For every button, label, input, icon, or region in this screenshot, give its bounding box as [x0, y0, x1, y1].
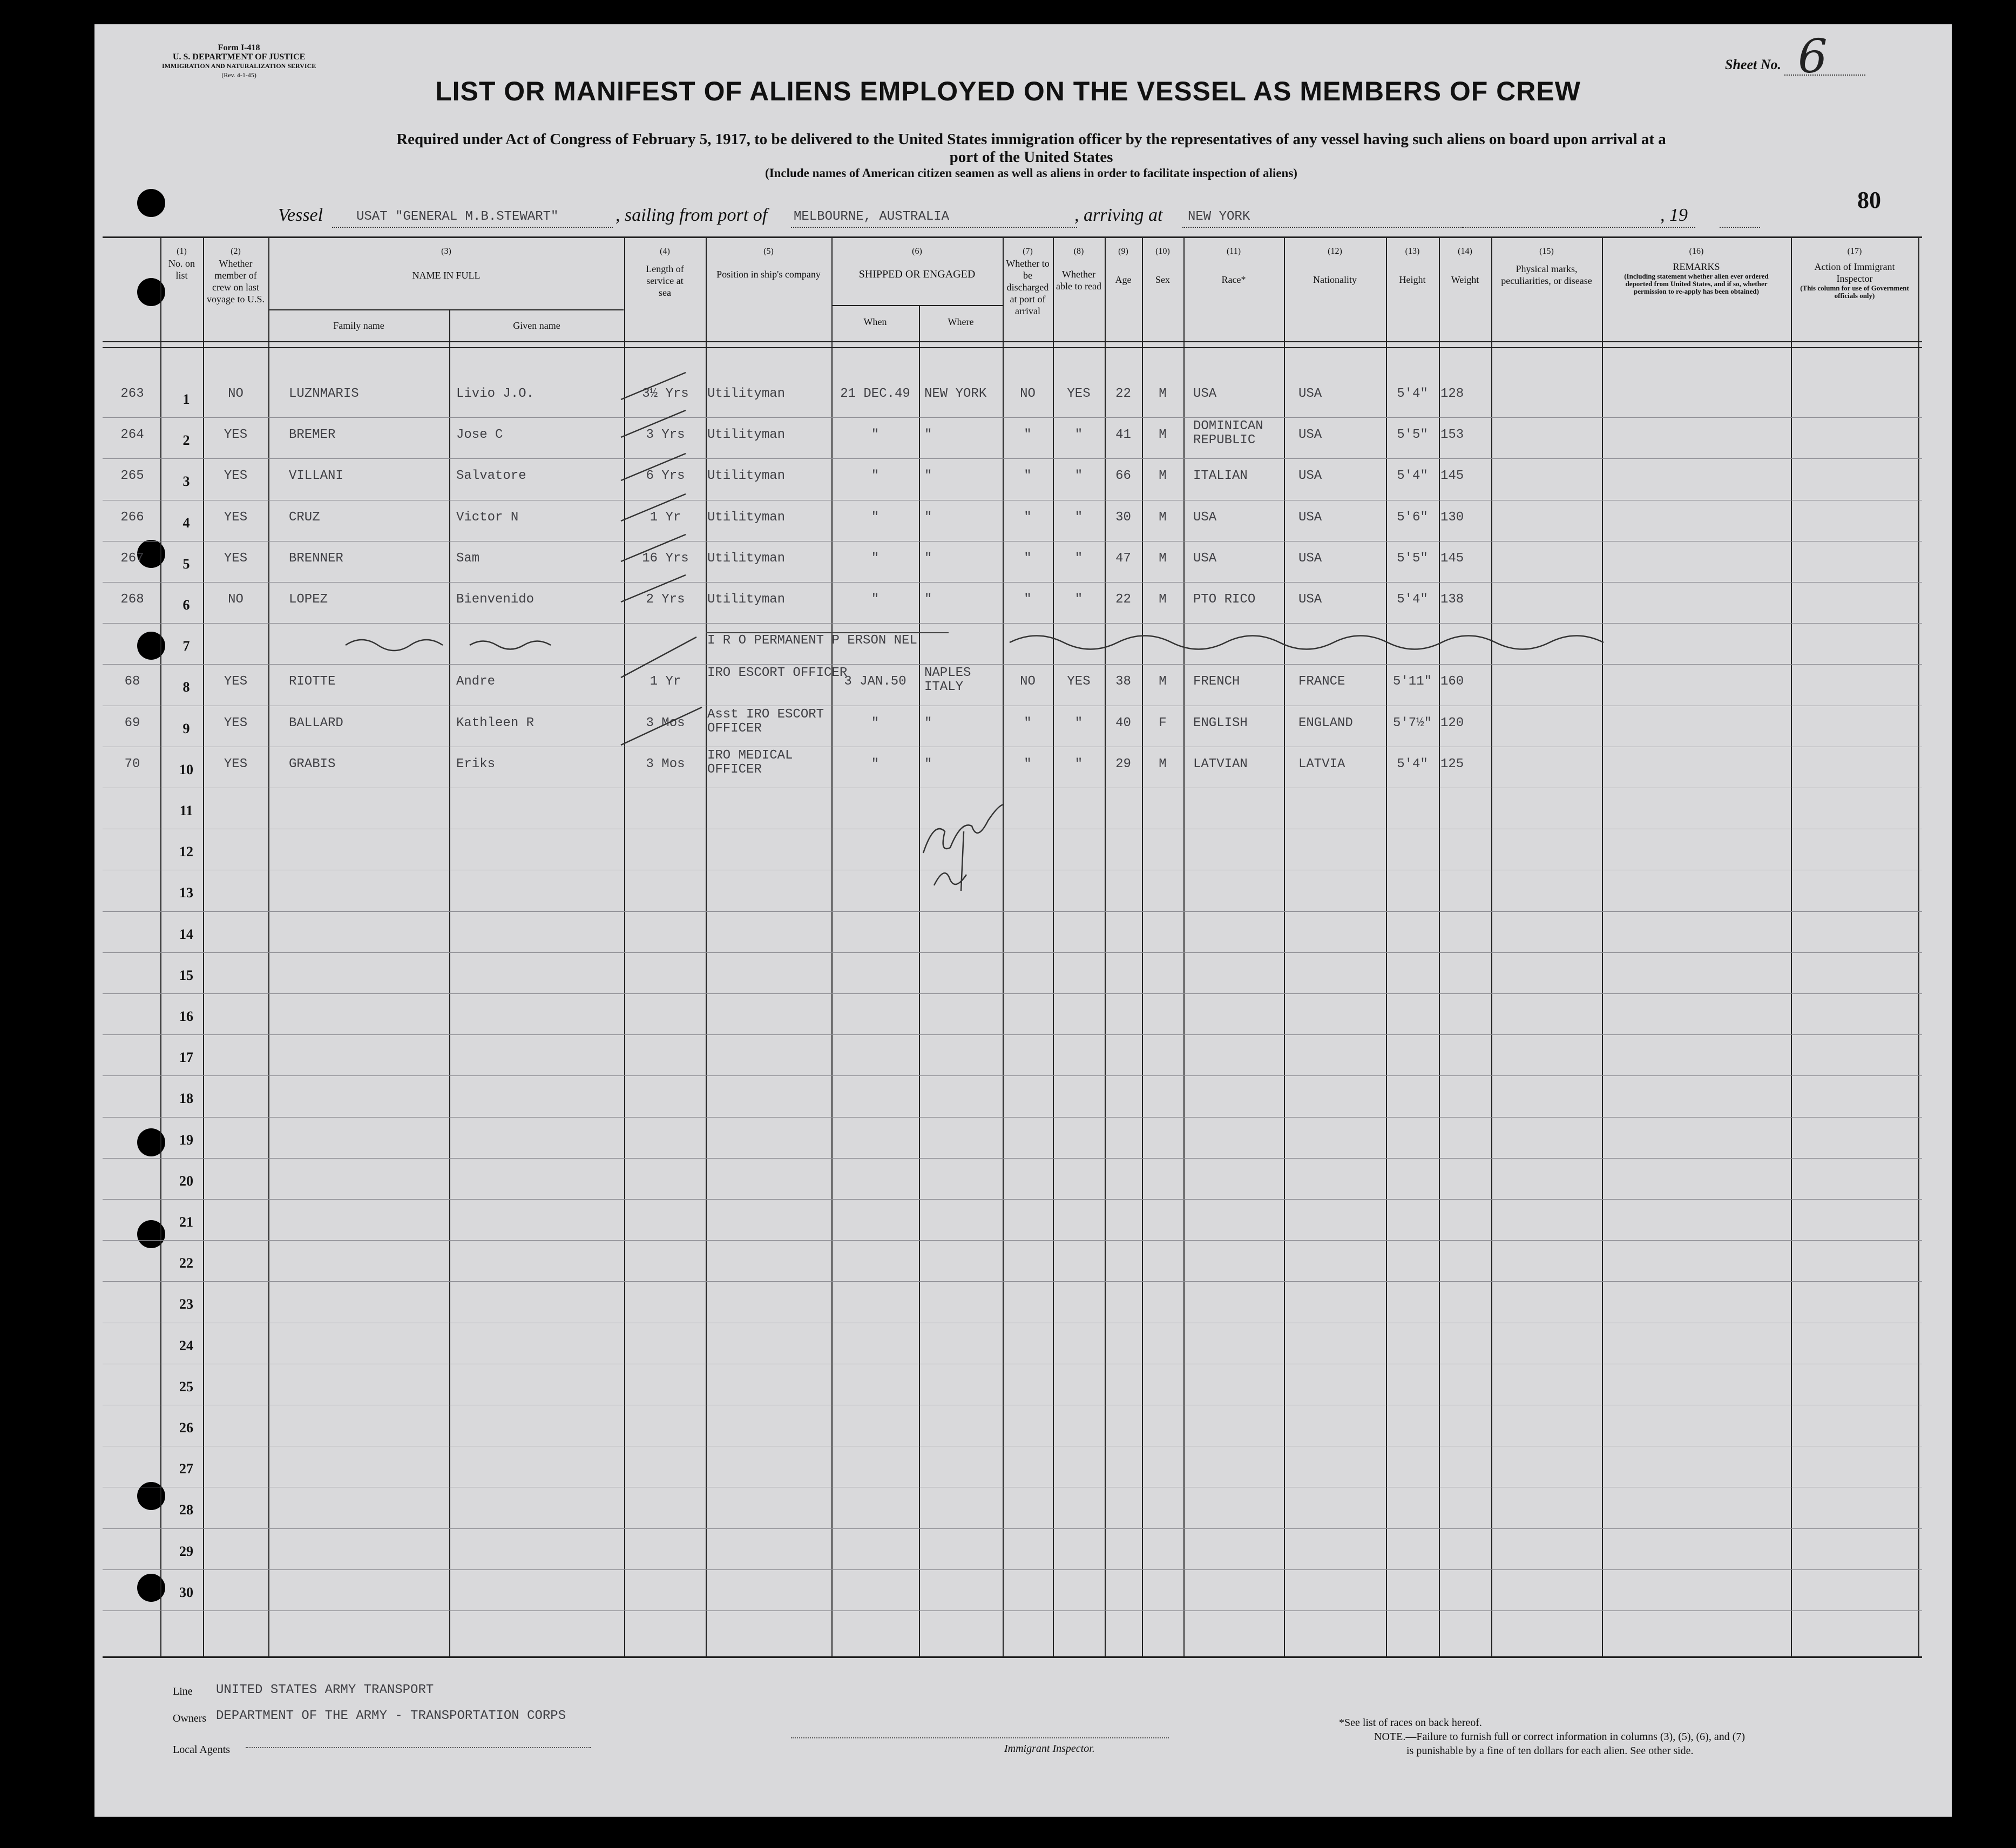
cell-margin: 68: [124, 674, 140, 689]
col-header-position: (5) Position in ship's company: [716, 247, 821, 280]
cell-given: Bienvenido: [456, 592, 535, 607]
sailing-label: , sailing from port of: [615, 205, 768, 225]
cell-age: 29: [1115, 756, 1131, 771]
cell-height: 5'6": [1397, 510, 1428, 525]
row-number: 25: [179, 1378, 193, 1395]
cell-where: ": [924, 756, 932, 771]
col-header-last-voyage: (2) Whether member of crew on last voyage to U.S.: [207, 247, 265, 304]
cell-given: Kathleen R: [456, 715, 535, 730]
cell-service: 3½ Yrs: [642, 387, 689, 401]
row-number: 20: [179, 1173, 193, 1189]
cell-crew: YES: [224, 715, 248, 730]
cell-family: BALLARD: [289, 715, 343, 730]
cell-read: YES: [1067, 387, 1091, 401]
cell-when: ": [871, 592, 880, 607]
cell-position: I R O PERMANENT P ERSON NEL: [707, 633, 917, 648]
cell-read: ": [1074, 592, 1083, 607]
port-of-arrival: NEW YORK: [1188, 209, 1250, 224]
row-number: 15: [179, 967, 193, 983]
cell-crew: NO: [228, 592, 243, 607]
cell-height: 5'4": [1397, 592, 1428, 607]
cell-nationality: LATVIA: [1298, 756, 1345, 771]
cell-age: 47: [1115, 551, 1131, 566]
cell-sex: M: [1159, 674, 1167, 689]
cell-discharged: NO: [1020, 387, 1036, 401]
cell-family: CRUZ: [289, 510, 320, 525]
row-number: 2: [182, 432, 190, 449]
cell-position: IRO ESCORT OFFICER: [707, 666, 848, 681]
cell-service: 1 Yr: [650, 674, 681, 689]
cell-service: 1 Yr: [650, 510, 681, 525]
cell-crew: YES: [224, 674, 248, 689]
cell-discharged: NO: [1020, 674, 1036, 689]
col-header-given-name: Given name: [513, 320, 560, 331]
cell-nationality: FRANCE: [1298, 674, 1345, 689]
cell-position: Utilityman: [707, 551, 786, 566]
cell-weight: 145: [1440, 469, 1464, 484]
cell-discharged: ": [1024, 592, 1032, 607]
cell-read: ": [1074, 469, 1083, 484]
cell-margin: 70: [124, 756, 140, 771]
cell-age: 30: [1115, 510, 1131, 525]
cell-margin: 69: [124, 715, 140, 730]
vessel-label: Vessel: [278, 205, 323, 225]
cell-read: ": [1074, 715, 1083, 730]
note-line-2: is punishable by a fine of ten dollars for each alien. See other side.: [1406, 1745, 1694, 1757]
cell-when: ": [871, 551, 880, 566]
cell-discharged: ": [1024, 428, 1032, 443]
cell-age: 22: [1115, 387, 1131, 401]
cell-margin: 264: [120, 428, 144, 443]
cell-crew: YES: [224, 428, 248, 443]
cell-nationality: USA: [1298, 510, 1322, 525]
cell-sex: M: [1159, 756, 1167, 771]
col-header-height: (13) Height: [1399, 247, 1426, 285]
cell-margin: 268: [120, 592, 144, 607]
cell-nationality: USA: [1298, 592, 1322, 607]
cell-where: ": [924, 510, 932, 525]
cell-where: ": [924, 469, 932, 484]
cell-height: 5'5": [1397, 551, 1428, 566]
row-number: 23: [179, 1296, 193, 1312]
cell-where: ": [924, 551, 932, 566]
cell-position: Utilityman: [707, 469, 786, 484]
cell-age: 38: [1115, 674, 1131, 689]
row-number: 11: [179, 803, 193, 818]
cell-read: ": [1074, 756, 1083, 771]
cell-position: Utilityman: [707, 387, 786, 401]
cell-height: 5'4": [1397, 387, 1428, 401]
cell-when: ": [871, 469, 880, 484]
cell-sex: M: [1159, 592, 1167, 607]
cell-family: BRENNER: [289, 551, 343, 566]
cell-race: ITALIAN: [1193, 469, 1248, 484]
col-header-length-of-service: (4) Length of service at sea: [646, 247, 684, 298]
cell-when: ": [871, 510, 880, 525]
row-number: 14: [179, 926, 193, 942]
row-number: 21: [179, 1214, 193, 1230]
cell-age: 41: [1115, 428, 1131, 443]
cell-family: RIOTTE: [289, 674, 336, 689]
cell-nationality: USA: [1298, 387, 1322, 401]
col-header-family-name: Family name: [333, 320, 384, 331]
cell-margin: 266: [120, 510, 144, 525]
sheet-number: 6: [1798, 30, 1828, 84]
cell-discharged: ": [1024, 715, 1032, 730]
cell-race: USA: [1193, 387, 1217, 401]
line-value: UNITED STATES ARMY TRANSPORT: [216, 1683, 434, 1697]
sheet-number-label: Sheet No.: [1725, 57, 1781, 72]
cell-read: ": [1074, 510, 1083, 525]
cell-position: Asst IRO ESCORT OFFICER: [707, 707, 824, 736]
col-header-discharged: (7) Whether to be discharged at port of arrival: [1006, 247, 1050, 316]
cell-sex: M: [1159, 387, 1167, 401]
cell-given: Sam: [456, 551, 480, 566]
row-number: 18: [179, 1091, 193, 1107]
year-label: , 19: [1660, 205, 1688, 225]
row-number: 7: [182, 638, 190, 654]
cell-race: USA: [1193, 510, 1217, 525]
cell-weight: 145: [1440, 551, 1464, 566]
cell-when: ": [871, 715, 880, 730]
cell-crew: YES: [224, 469, 248, 484]
row-number: 5: [182, 556, 190, 572]
cell-sex: M: [1159, 551, 1167, 566]
cell-height: 5'11": [1392, 674, 1432, 689]
row-number: 29: [179, 1543, 193, 1559]
cell-weight: 153: [1440, 428, 1464, 443]
cell-crew: YES: [224, 510, 248, 525]
cell-when: 21 DEC.49: [840, 387, 910, 401]
cell-service: 16 Yrs: [642, 551, 689, 566]
cell-weight: 130: [1440, 510, 1464, 525]
col-header-age: (9) Age: [1115, 247, 1132, 285]
cell-age: 40: [1115, 715, 1131, 730]
cell-sex: M: [1159, 428, 1167, 443]
col-header-shipped: (6) SHIPPED OR ENGAGED: [858, 247, 976, 280]
cell-race: PTO RICO: [1193, 592, 1256, 607]
cell-discharged: ": [1024, 510, 1032, 525]
row-number: 22: [179, 1255, 193, 1271]
row-number: 6: [182, 597, 190, 613]
cell-sex: F: [1159, 715, 1167, 730]
cell-family: GRABIS: [289, 756, 336, 771]
cell-sex: M: [1159, 510, 1167, 525]
cell-family: LUZNMARIS: [289, 387, 359, 401]
col-header-physical-marks: (15) Physical marks, peculiarities, or disease: [1501, 247, 1592, 286]
row-number: 19: [179, 1132, 193, 1148]
cell-given: Victor N: [456, 510, 519, 525]
line-label: Line: [173, 1685, 193, 1697]
col-header-remarks: (16) REMARKS (Including statement whether alien ever ordered deported from United States, and if so, whether permission to re-apply has been obtained): [1624, 247, 1769, 295]
cell-discharged: ": [1024, 469, 1032, 484]
cell-service: 6 Yrs: [646, 469, 685, 484]
col-header-no-on-list: (1) No. on list: [168, 247, 195, 281]
cell-race: FRENCH: [1193, 674, 1240, 689]
races-note: *See list of races on back hereof.: [1339, 1717, 1482, 1729]
cell-weight: 138: [1440, 592, 1464, 607]
cell-where: ": [924, 428, 932, 443]
cell-crew: NO: [228, 387, 243, 401]
cell-service: 3 Mos: [646, 715, 685, 730]
row-number: 3: [182, 473, 190, 490]
cell-race: ENGLISH: [1193, 715, 1248, 730]
page-number: 80: [1857, 187, 1881, 213]
row-number: 1: [182, 391, 190, 407]
cell-race: USA: [1193, 551, 1217, 566]
cell-weight: 125: [1440, 756, 1464, 771]
cell-discharged: ": [1024, 551, 1032, 566]
cell-crew: YES: [224, 551, 248, 566]
cell-weight: 120: [1440, 715, 1464, 730]
arriving-label: , arriving at: [1074, 205, 1163, 225]
cell-read: ": [1074, 428, 1083, 443]
cell-crew: YES: [224, 756, 248, 771]
cell-discharged: ": [1024, 756, 1032, 771]
form-subtitle: Required under Act of Congress of February 5, 1917, to be delivered to the United States immigration officer by the representatives of any vessel having such aliens on board upon arrival at a port of the United States (Include names of American citizen seamen as well as aliens in order to facilitate inspection of aliens): [396, 131, 1666, 180]
local-agents-label: Local Agents: [173, 1744, 231, 1756]
cell-where: NAPLES ITALY: [924, 666, 971, 695]
form-title: LIST OR MANIFEST OF ALIENS EMPLOYED ON THE VESSEL AS MEMBERS OF CREW: [435, 76, 1581, 106]
cell-weight: 128: [1440, 387, 1464, 401]
col-header-nationality: (12) Nationality: [1313, 247, 1357, 285]
row-number: 8: [182, 679, 190, 695]
cell-read: ": [1074, 551, 1083, 566]
cell-nationality: USA: [1298, 428, 1322, 443]
row-number: 30: [179, 1584, 193, 1600]
row-number: 9: [182, 720, 190, 736]
note-line-1: NOTE.—Failure to furnish full or correct information in columns (3), (5), (6), and (7): [1374, 1731, 1746, 1743]
col-header-name: (3) NAME IN FULL: [412, 247, 481, 281]
cell-age: 22: [1115, 592, 1131, 607]
row-number: 13: [179, 885, 193, 901]
col-header-inspector-action: (17) Action of Immigrant Inspector (This column for use of Government officials only): [1800, 247, 1909, 300]
cell-height: 5'4": [1397, 469, 1428, 484]
col-header-where: Where: [948, 316, 974, 327]
cell-nationality: USA: [1298, 551, 1322, 566]
cell-given: Livio J.O.: [456, 387, 535, 401]
cell-service: 3 Mos: [646, 756, 685, 771]
cell-given: Salvatore: [456, 469, 526, 484]
row-number: 26: [179, 1420, 193, 1436]
cell-margin: 263: [120, 387, 144, 401]
cell-service: 2 Yrs: [646, 592, 685, 607]
row-number: 24: [179, 1337, 193, 1353]
row-number: 4: [182, 515, 190, 531]
row-number: 28: [179, 1502, 193, 1518]
cell-age: 66: [1115, 469, 1131, 484]
cell-when: ": [871, 756, 880, 771]
cell-read: YES: [1067, 674, 1091, 689]
col-header-sex: (10) Sex: [1155, 247, 1170, 285]
cell-given: Andre: [456, 674, 496, 689]
cell-where: ": [924, 592, 932, 607]
cell-height: 5'7½": [1392, 715, 1432, 730]
cell-where: NEW YORK: [924, 387, 987, 401]
cell-family: LOPEZ: [289, 592, 328, 607]
col-header-weight: (14) Weight: [1451, 247, 1479, 285]
cell-position: Utilityman: [707, 592, 786, 607]
row-number: 12: [179, 844, 193, 860]
row-number: 16: [179, 1008, 193, 1024]
cell-race: DOMINICAN REPUBLIC: [1193, 419, 1263, 448]
row-number: 10: [179, 761, 193, 777]
cell-when: ": [871, 428, 880, 443]
cell-family: BREMER: [289, 428, 336, 443]
cell-height: 5'4": [1397, 756, 1428, 771]
cell-weight: 160: [1440, 674, 1464, 689]
form-identifier: Form I-418 U. S. DEPARTMENT OF JUSTICE IMMIGRATION AND NATURALIZATION SERVICE (Rev. 4-1-45): [162, 43, 316, 79]
col-header-able-to-read: (8) Whether able to read: [1056, 247, 1101, 292]
owners-value: DEPARTMENT OF THE ARMY - TRANSPORTATION CORPS: [216, 1709, 566, 1723]
cell-service: 3 Yrs: [646, 428, 685, 443]
cell-height: 5'5": [1397, 428, 1428, 443]
cell-where: ": [924, 715, 932, 730]
cell-margin: 265: [120, 469, 144, 484]
port-of-departure: MELBOURNE, AUSTRALIA: [794, 209, 950, 224]
cell-sex: M: [1159, 469, 1167, 484]
cell-when: 3 JAN.50: [844, 674, 906, 689]
cell-nationality: USA: [1298, 469, 1322, 484]
cell-position: IRO MEDICAL OFFICER: [707, 748, 793, 777]
row-number: 27: [179, 1461, 193, 1477]
inspector-label: Immigrant Inspector.: [1004, 1743, 1095, 1755]
vessel-name: USAT "GENERAL M.B.STEWART": [356, 209, 559, 224]
cell-race: LATVIAN: [1193, 756, 1248, 771]
row-number: 17: [179, 1050, 193, 1066]
cell-given: Eriks: [456, 756, 496, 771]
cell-nationality: ENGLAND: [1298, 715, 1353, 730]
cell-position: Utilityman: [707, 510, 786, 525]
cell-position: Utilityman: [707, 428, 786, 443]
cell-given: Jose C: [456, 428, 503, 443]
owners-label: Owners: [173, 1712, 207, 1724]
cell-family: VILLANI: [289, 469, 343, 484]
col-header-when: When: [863, 316, 887, 327]
col-header-race: (11) Race*: [1221, 247, 1246, 285]
cell-margin: 267: [120, 551, 144, 566]
